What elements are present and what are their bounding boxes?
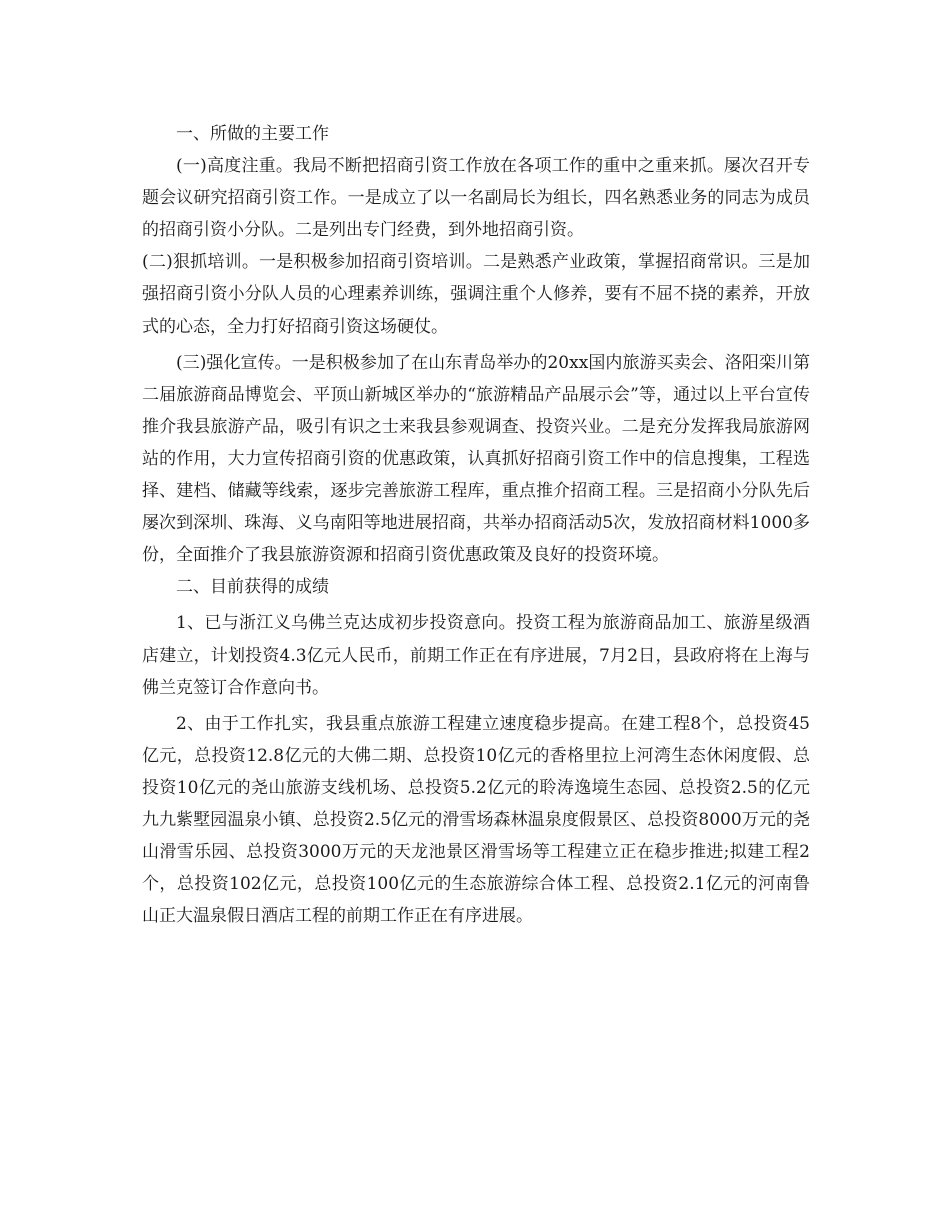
section-heading-main-work: 一、所做的主要工作 [176, 124, 329, 144]
paragraph-attention: (一)高度注重。我局不断把招商引资工作放在各项工作的重中之重来抓。屡次召开专题会议研究招商引资工作。一是成立了以一名副局长为组长，四名熟悉业务的同志为成员的招商引资小分队。二是列出专门经费，到外地招商引资。 [142, 156, 810, 241]
paragraph-publicity: (三)强化宣传。一是积极参加了在山东青岛举办的20xx国内旅游买卖会、洛阳栾川第二届旅游商品博览会、平顶山新城区举办的“旅游精品产品展示会”等，通过以上平台宣传推介我县旅游产品，吸引有识之士来我县参观调查、投资兴业。二是充分发挥我局旅游网站的作用，大力宣传招商引资的优惠政策，认真抓好招商引资工作中的信息搜集，工程选择、建档、储藏等线索，逐步完善旅游工程库，重点推介招商工程。三是招商小分队先后屡次到深圳、珠海、义乌南阳等地进展招商，共举办招商活动5次，发放招商材料1000多份，全面推介了我县旅游资源和招商引资优惠政策及良好的投资环境。 [142, 352, 810, 566]
paragraph-achievement-2: 2、由于工作扎实，我县重点旅游工程建立速度稳步提高。在建工程8个，总投资45亿元，总投资12.8亿元的大佛二期、总投资10亿元的香格里拉上河湾生态休闲度假、总投资10亿元的尧山旅游支线机场、总投资5.2亿元的聆涛逸境生态园、总投资2.5的亿元九九紫墅园温泉小镇、总投资2.5亿元的滑雪场森林温泉度假景区、总投资8000万元的尧山滑雪乐园、总投资3000万元的天龙池景区滑雪场等工程建立正在稳步推进;拟建工程2个，总投资102亿元，总投资100亿元的生态旅游综合体工程、总投资2.1亿元的河南鲁山正大温泉假日酒店工程的前期工作正在有序进展。 [142, 713, 810, 927]
section-heading-achievements: 二、目前获得的成绩 [176, 577, 329, 598]
paragraph-achievement-1: 1、已与浙江义乌佛兰克达成初步投资意向。投资工程为旅游商品加工、旅游星级酒店建立，计划投资4.3亿元人民币，前期工作正在有序进展，7月2日，县政府将在上海与佛兰克签订合作意向书。 [142, 613, 810, 698]
document-body [142, 118, 810, 932]
paragraph-training: (二)狠抓培训。一是积极参加招商引资培训。二是熟悉产业政策，掌握招商常识。三是加强招商引资小分队人员的心理素养训练，强调注重个人修养，要有不屈不挠的素养，开放式的心态，全力打好招商引资这场硬仗。 [142, 252, 810, 337]
